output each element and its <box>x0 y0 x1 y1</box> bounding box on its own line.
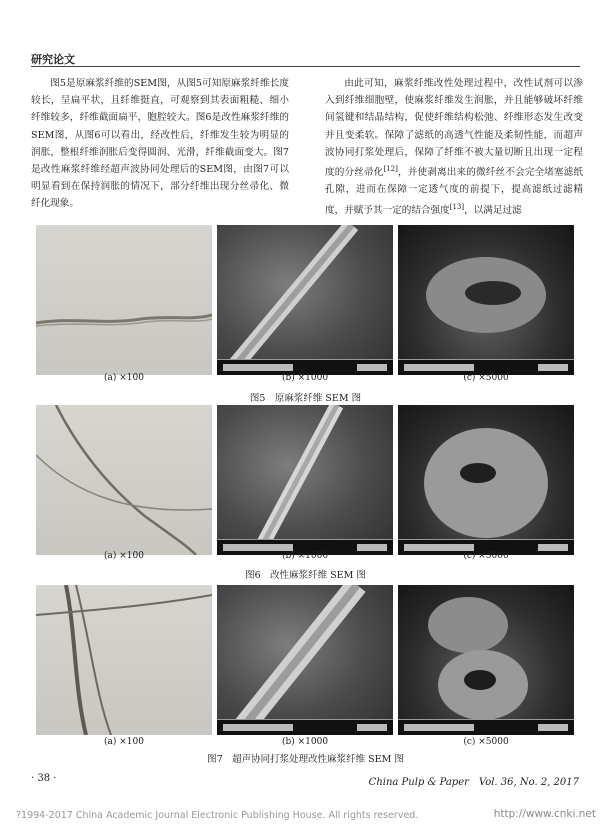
text-column-right <box>325 75 583 219</box>
fiber-strand-graphic <box>217 585 393 735</box>
site-url[interactable]: http://www.cnki.net <box>493 808 596 820</box>
fiber-strand-graphic <box>36 405 212 555</box>
figure7-panel-c-label: (c) ×5000 <box>463 737 509 747</box>
page-number: · 38 · <box>31 773 57 784</box>
fiber-cross-section-graphic <box>398 405 574 555</box>
citation-ref[interactable]: [12] <box>383 165 398 174</box>
figure7-panel-a-micrograph <box>36 585 212 735</box>
text-run: ，并使剥离出来的微纤丝不会完全堵塞滤纸孔隙，进而在保障一定透气度的前提下，提高滤纸过滤精度，并赋予其一定的结合强度 <box>325 167 584 216</box>
fiber-strand-graphic <box>217 405 393 555</box>
figure5-caption: 图5 原麻浆纤维 SEM 图 <box>249 393 362 404</box>
fiber-cross-section-graphic <box>398 225 574 375</box>
figure5-panel-c-label: (c) ×5000 <box>463 373 509 383</box>
fiber-strand-graphic <box>36 225 212 375</box>
fiber-bundle-graphic <box>36 585 212 735</box>
figure7-panel-c-micrograph <box>398 585 574 735</box>
figure7-caption: 图7 超声协同打浆处理改性麻浆纤维 SEM 图 <box>207 754 404 765</box>
journal-info: China Pulp & Paper Vol. 36, No. 2, 2017 <box>368 777 579 788</box>
paragraph <box>325 75 583 219</box>
figure6-panel-b-label: (b) ×1000 <box>281 551 329 561</box>
figure5-panel-b-label: (b) ×1000 <box>281 373 329 383</box>
figure5-panel-a-micrograph <box>36 225 212 375</box>
text-run: 由此可知，麻浆纤维改性处理过程中，改性试剂可以渗入到纤维细胞壁，使麻浆纤维发生润胀，并且能够破坏纤维间氢键和结晶结构，促使纤维结构松弛、纤维形态发生改变并且变柔软。保障了滤纸的高透气性能及柔韧性能，而超声波协同打浆处理后，保障了纤维不被大量切断且出现一定程度的分丝帚化 <box>325 78 583 179</box>
section-label: 研究论文 <box>31 53 75 66</box>
figure6-panel-c-label: (c) ×5000 <box>463 551 509 561</box>
paragraph: 图5是原麻浆纤维的SEM图，从图5可知原麻浆纤维长度较长，呈扁平状，且纤维挺直，可观察到其表面粗糙、细小纤维较多，纤维截面扁平，胞腔较大。图6是改性麻浆纤维的SEM图，从图6可以看出，经改性后，纤维发生较为明显的润胀，整根纤维润胀后变得圆润、光滑，纤维截面变大。图7是改性麻浆纤维经超声波协同处理后的SEM图，由图7可以明显看到在保持润胀的情况下，部分纤维出现分丝帚化、微纤化现象。 <box>31 78 289 210</box>
figure7-panel-b-label: (b) ×1000 <box>281 737 329 747</box>
fiber-strand-graphic <box>217 225 393 375</box>
sem-info-bar <box>217 719 393 735</box>
header-rule <box>31 66 580 67</box>
figure6-panel-b-micrograph <box>217 405 393 555</box>
figure5-panel-c-micrograph <box>398 225 574 375</box>
figure7-panel-b-micrograph <box>217 585 393 735</box>
figure7-panel-a-label: (a) ×100 <box>104 737 144 747</box>
figure5-panel-a-label: (a) ×100 <box>104 373 144 383</box>
text-run: ，以满足过滤 <box>464 204 522 216</box>
figure6-caption: 图6 改性麻浆纤维 SEM 图 <box>245 570 366 581</box>
citation-ref[interactable]: [13] <box>449 202 465 211</box>
fiber-cross-section-graphic <box>398 585 574 735</box>
figure6-panel-a-label: (a) ×100 <box>104 551 144 561</box>
copyright-notice: ?1994-2017 China Academic Journal Electronic Publishing House. All rights reserved. <box>16 810 419 821</box>
figure6-panel-c-micrograph <box>398 405 574 555</box>
figure5-panel-b-micrograph <box>217 225 393 375</box>
text-column-left <box>31 75 289 213</box>
sem-info-bar <box>398 719 574 735</box>
figure6-panel-a-micrograph <box>36 405 212 555</box>
